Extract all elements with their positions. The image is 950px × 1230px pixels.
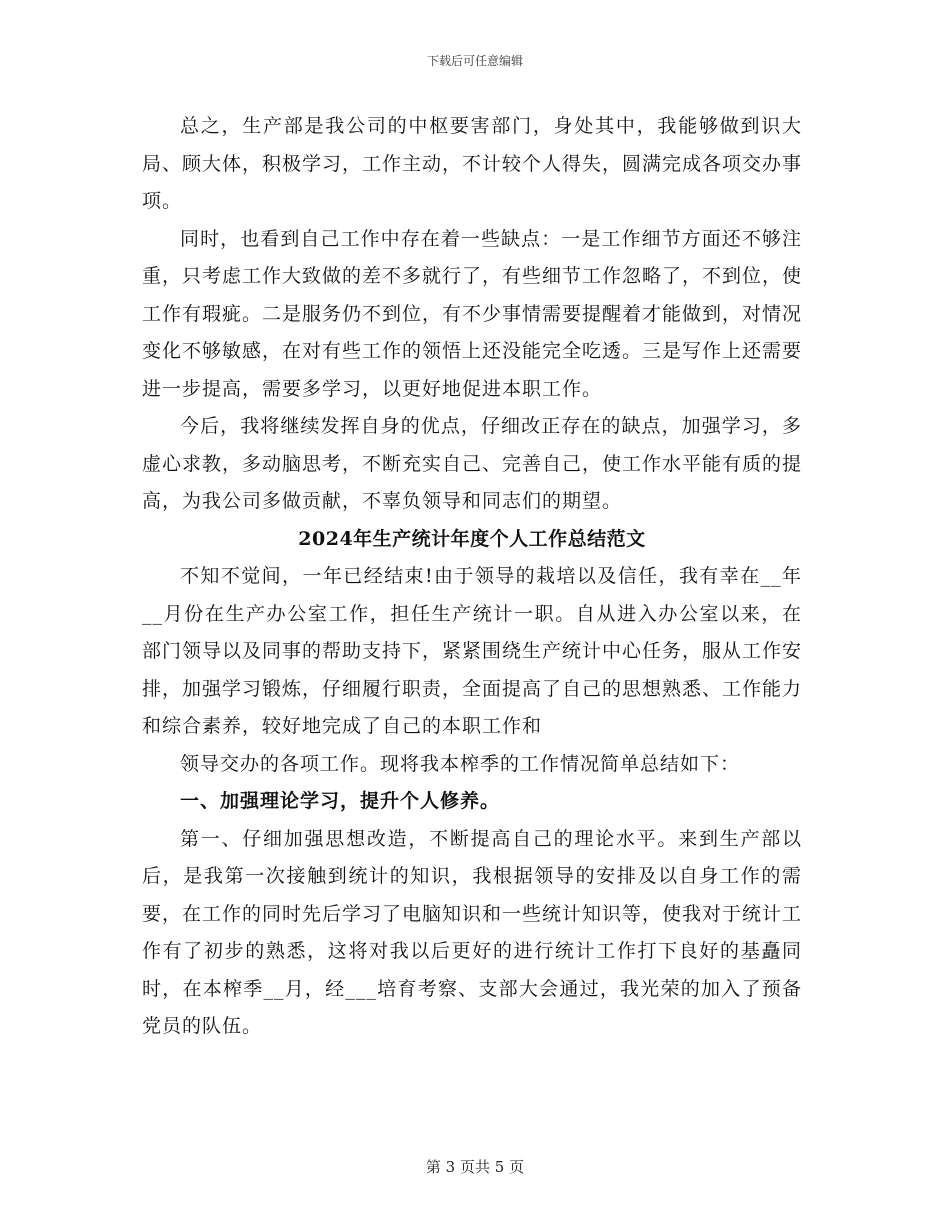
page-number: 第 3 页共 5 页 [425,1158,525,1176]
document-title: 2024年生产统计年度个人工作总结范文 [298,527,646,550]
paragraph-future: 今后，我将继续发挥自身的优点，仔细改正存在的缺点，加强学习，多虚心求教，多动脑思考，不断充实自己、完善自己，使工作水平能有质的提高，为我公司多做贡献，不辜负领导和同志们的期望。 [142,415,803,512]
section-heading: 一、加强理论学习，提升个人修养。 [180,790,501,812]
paragraph-section-body: 第一、仔细加强思想改造，不断提高自己的理论水平。来到生产部以后，是我第一次接触到统计的知识，我根据领导的安排及以自身工作的需要，在工作的同时先后学习了电脑知识和一些统计知识等，使我对于统计工作有了初步的熟悉，这将对我以后更好的进行统计工作打下良好的基矗同时，在本榨季__月，经___培育考察、支部大会通过，我光荣的加入了预备党员的队伍。 [142,827,803,1037]
document-body [142,108,802,1046]
paragraph-intro: 不知不觉间，一年已经结束!由于领导的栽培以及信任，我有幸在__年__月份在生产办公室工作，担任生产统计一职。自从进入办公室以来，在部门领导以及同事的帮助支持下，紧紧围绕生产统计中心任务，服从工作安排，加强学习锻炼，仔细履行职责，全面提高了自己的思想熟悉、工作能力和综合素养，较好地完成了自己的本职工作和 [142,565,803,737]
paragraph-shortcomings: 同时，也看到自己工作中存在着一些缺点：一是工作细节方面还不够注重，只考虑工作大致做的差不多就行了，有些细节工作忽略了，不到位，使工作有瑕疵。二是服务仍不到位，有不少事情需要提醒着才能做到，对情况变化不够敏感，在对有些工作的领悟上还没能完全吃透。三是写作上还需要进一步提高，需要多学习，以更好地促进本职工作。 [142,227,803,400]
paragraph-intro-continued: 领导交办的各项工作。现将我本榨季的工作情况简单总结如下： [180,752,741,775]
paragraph-summary: 总之，生产部是我公司的中枢要害部门，身处其中，我能够做到识大局、顾大体，积极学习，工作主动，不计较个人得失，圆满完成各项交办事项。 [142,115,803,212]
page-header: 下载后可任意编辑 [426,54,523,68]
